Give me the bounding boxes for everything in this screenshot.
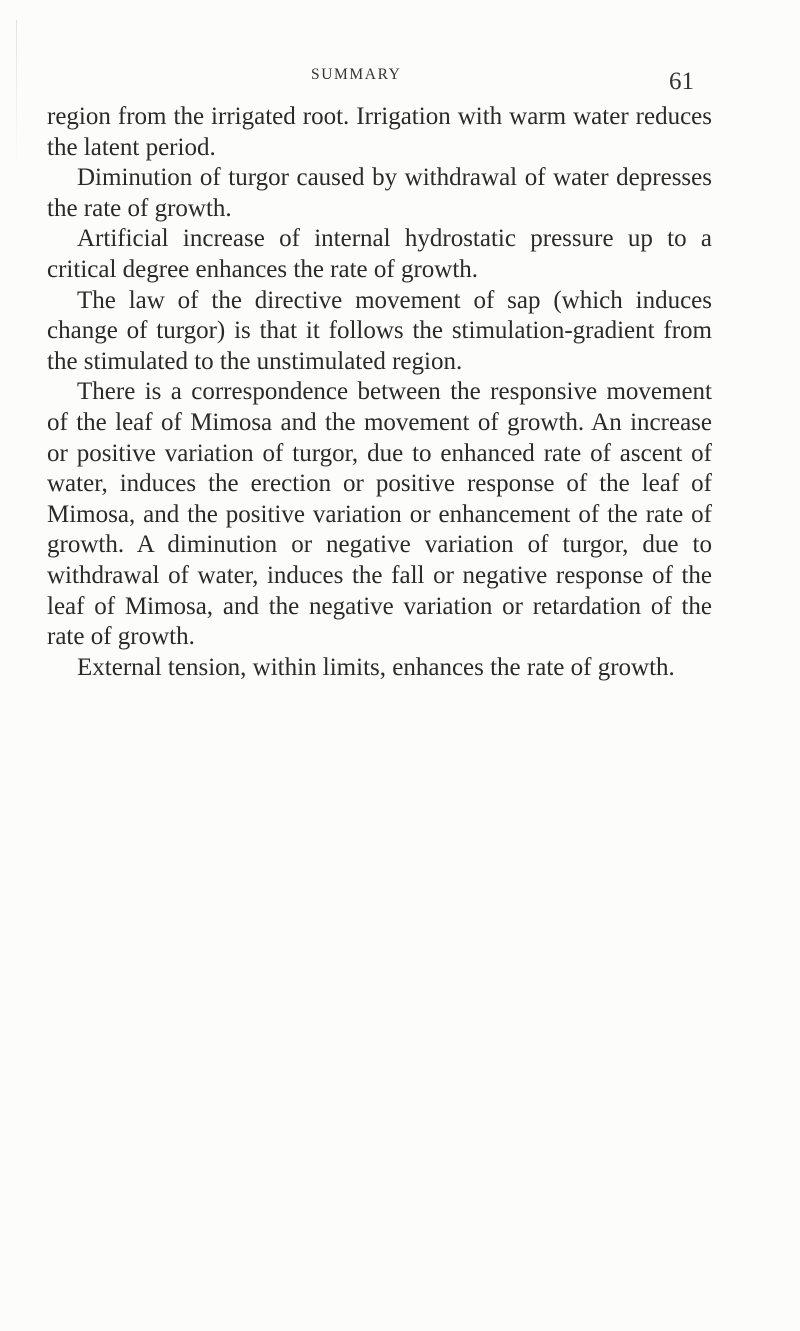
paragraph-mimosa-correspondence: There is a correspondence between the responsive movement of the leaf of Mimosa and the movement of growth. An increase or positive variation of turgor, due to enhanced rate of ascent of water, induces the erection or positive response of the leaf of Mimosa, and the positive variation or enhancement of the rate of growth. A diminution or negative variation of turgor, due to withdrawal of water, induces the fall or negative response of the leaf of Mimosa, and the negative variation or retardation of the rate of growth. <box>47 378 712 651</box>
paragraph-hydrostatic-pressure: Artificial increase of internal hydrostatic pressure up to a critical degree enhances the rate of growth. <box>47 225 712 283</box>
paragraph-continuation: region from the irrigated root. Irrigation with warm water reduces the latent period. <box>47 103 712 161</box>
page-number: 61 <box>669 68 694 95</box>
paragraph-external-tension: External tension, within limits, enhances the rate of growth. <box>77 653 675 681</box>
paragraph-turgor-diminution: Diminution of turgor caused by withdrawal of water depresses the rate of growth. <box>47 164 712 222</box>
page-edge-shadow <box>16 20 17 170</box>
paragraph-sap-movement-law: The law of the directive movement of sap (which induces change of turgor) is that it follows the stimulation-gradient from the stimulated to the unstimulated region. <box>47 286 712 375</box>
running-head: SUMMARY <box>311 66 402 83</box>
body-text <box>47 102 712 683</box>
